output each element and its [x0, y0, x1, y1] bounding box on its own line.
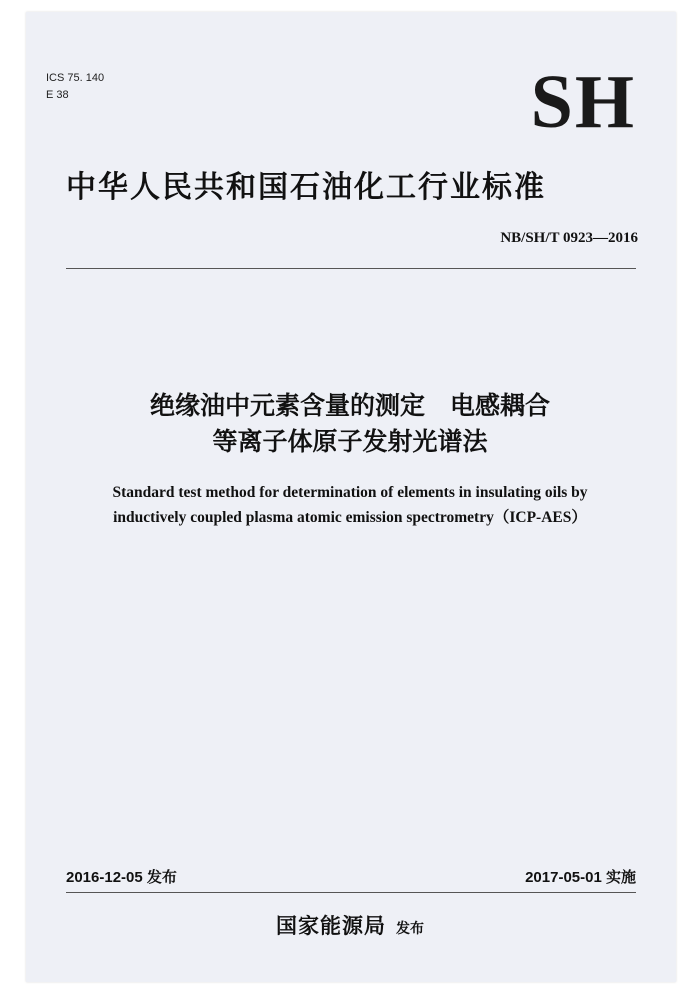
organization-title: 中华人民共和国石油化工行业标准	[66, 170, 546, 205]
issuer-suffix: 发布	[396, 921, 424, 937]
classification-codes	[46, 70, 104, 104]
dates-row	[66, 868, 636, 893]
ics-code: ICS 75. 140	[46, 72, 105, 84]
issuer-name: 国家能源局	[276, 914, 386, 938]
english-title	[60, 480, 640, 530]
issuer	[0, 910, 700, 940]
issue-date: 2016-12-05 发布	[66, 869, 177, 886]
english-title-line-1: Standard test method for determination of elements in insulating oils by	[112, 484, 588, 501]
ccs-code: E 38	[46, 89, 69, 101]
header-divider	[66, 268, 636, 269]
chinese-title	[60, 388, 640, 460]
standard-code-mark: SH	[530, 60, 636, 144]
chinese-title-line-1: 绝缘油中元素含量的测定 电感耦合	[149, 391, 550, 420]
chinese-title-line-2: 等离子体原子发射光谱法	[212, 427, 488, 456]
effective-date: 2017-05-01 实施	[525, 869, 636, 886]
english-title-line-2: inductively coupled plasma atomic emission spectrometry（ICP-AES）	[113, 509, 587, 526]
standard-number: NB/SH/T 0923—2016	[500, 230, 638, 246]
